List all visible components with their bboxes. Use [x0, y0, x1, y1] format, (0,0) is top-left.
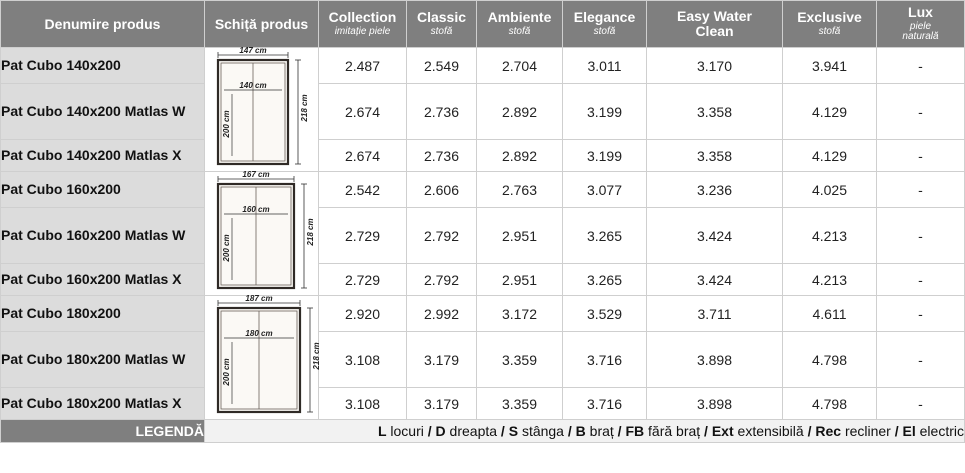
price-lux: - [877, 48, 965, 84]
legend-separator: / [563, 423, 576, 439]
price-exclusive: 4.798 [783, 388, 877, 420]
dimension-label-top: 167 cm [241, 170, 270, 179]
legend-label: LEGENDĂ [1, 420, 205, 443]
price-elegance: 3.265 [563, 264, 647, 296]
legend-separator: / [613, 423, 626, 439]
header-easy-water-clean-name: Easy Water Clean [677, 8, 752, 39]
legend-code: B [575, 423, 586, 439]
product-sketch [205, 172, 319, 296]
legend-desc: locuri [390, 423, 424, 439]
price-collection: 2.729 [319, 208, 407, 264]
legend-code: L [377, 423, 387, 439]
header-easy-water-clean [647, 1, 783, 48]
price-exclusive: 4.025 [783, 172, 877, 208]
product-name: Pat Cubo 160x200 [1, 172, 205, 208]
header-collection-name: Collection [328, 9, 397, 26]
legend-separator: / [497, 423, 509, 439]
legend-desc: fără braț [648, 423, 701, 439]
price-collection: 2.674 [319, 140, 407, 172]
price-elegance: 3.199 [563, 140, 647, 172]
table-row [1, 48, 965, 84]
price-ambiente: 2.704 [477, 48, 563, 84]
legend-code: D [435, 423, 446, 439]
bed-sketch [210, 172, 314, 290]
product-name: Pat Cubo 140x200 Matlas X [1, 140, 205, 172]
product-name: Pat Cubo 160x200 Matlas W [1, 208, 205, 264]
price-classic: 2.606 [407, 172, 477, 208]
header-classic-name: Classic [416, 9, 467, 26]
bed-sketch [210, 48, 314, 166]
table-row [1, 264, 965, 296]
legend-desc: electric [919, 423, 964, 439]
header-collection-sub: imitație piele [334, 26, 391, 38]
header-exclusive-sub: stofă [818, 26, 841, 38]
header-classic [407, 1, 477, 48]
dimension-label-depth: 200 cm [221, 110, 231, 138]
price-lux: - [877, 264, 965, 296]
legend-desc: dreapta [449, 423, 498, 439]
price-collection: 2.487 [319, 48, 407, 84]
header-ambiente-name: Ambiente [487, 9, 552, 26]
price-ambiente: 2.892 [477, 84, 563, 140]
price-easy-water-clean: 3.170 [647, 48, 783, 84]
price-ambiente: 2.951 [477, 208, 563, 264]
legend-row [1, 420, 965, 443]
price-classic: 2.792 [407, 264, 477, 296]
price-elegance: 3.716 [563, 332, 647, 388]
price-classic: 3.179 [407, 332, 477, 388]
table-row [1, 208, 965, 264]
price-lux: - [877, 140, 965, 172]
legend-code: El [902, 423, 916, 439]
price-lux: - [877, 296, 965, 332]
price-elegance: 3.265 [563, 208, 647, 264]
price-lux: - [877, 84, 965, 140]
price-exclusive: 4.129 [783, 140, 877, 172]
price-elegance: 3.716 [563, 388, 647, 420]
price-ambiente: 3.359 [477, 332, 563, 388]
header-lux-sub: piele naturală [902, 20, 939, 43]
dimension-label-inner: 180 cm [244, 329, 273, 338]
table-row [1, 332, 965, 388]
header-elegance-sub: stofă [593, 26, 616, 38]
price-exclusive: 4.798 [783, 332, 877, 388]
price-exclusive: 4.213 [783, 208, 877, 264]
legend-desc: stânga [521, 423, 564, 439]
header-lux-name: Lux [908, 4, 933, 21]
legend-desc: extensibilă [737, 423, 804, 439]
price-lux: - [877, 388, 965, 420]
header-product-name: Denumire produs [1, 1, 205, 48]
legend-separator: / [803, 423, 816, 439]
legend-desc: recliner [844, 423, 891, 439]
price-easy-water-clean: 3.898 [647, 332, 783, 388]
header-elegance-name: Elegance [573, 9, 636, 26]
dimension-label-top: 187 cm [244, 294, 273, 303]
price-easy-water-clean: 3.236 [647, 172, 783, 208]
product-sketch [205, 48, 319, 172]
price-ambiente: 2.951 [477, 264, 563, 296]
price-elegance: 3.077 [563, 172, 647, 208]
product-name: Pat Cubo 140x200 Matlas W [1, 84, 205, 140]
dimension-label-depth: 200 cm [221, 234, 231, 262]
dimension-label-height: 218 cm [311, 342, 321, 370]
table-row [1, 172, 965, 208]
price-classic: 2.736 [407, 140, 477, 172]
price-easy-water-clean: 3.424 [647, 264, 783, 296]
product-name: Pat Cubo 160x200 Matlas X [1, 264, 205, 296]
legend-text [205, 420, 965, 443]
price-exclusive: 3.941 [783, 48, 877, 84]
legend-separator: / [700, 423, 712, 439]
price-ambiente: 2.892 [477, 140, 563, 172]
dimension-label-depth: 200 cm [221, 358, 231, 386]
header-exclusive [783, 1, 877, 48]
price-easy-water-clean: 3.711 [647, 296, 783, 332]
product-name: Pat Cubo 140x200 [1, 48, 205, 84]
price-exclusive: 4.213 [783, 264, 877, 296]
price-easy-water-clean: 3.898 [647, 388, 783, 420]
table-row [1, 388, 965, 420]
product-name: Pat Cubo 180x200 Matlas X [1, 388, 205, 420]
price-easy-water-clean: 3.358 [647, 84, 783, 140]
dimension-label-height: 218 cm [299, 94, 309, 122]
price-collection: 2.920 [319, 296, 407, 332]
legend-separator: / [890, 423, 903, 439]
dimension-label-height: 218 cm [305, 218, 315, 246]
price-exclusive: 4.611 [783, 296, 877, 332]
table-row [1, 140, 965, 172]
header-classic-sub: stofă [430, 26, 453, 38]
product-sketch [205, 296, 319, 420]
bed-sketch [210, 294, 321, 414]
dimension-label-inner: 140 cm [238, 81, 267, 90]
price-elegance: 3.199 [563, 84, 647, 140]
price-lux: - [877, 208, 965, 264]
price-classic: 2.792 [407, 208, 477, 264]
table-row [1, 84, 965, 140]
price-collection: 2.674 [319, 84, 407, 140]
price-elegance: 3.529 [563, 296, 647, 332]
header-ambiente-sub: stofă [508, 26, 531, 38]
header-lux [877, 1, 965, 48]
price-classic: 2.736 [407, 84, 477, 140]
price-collection: 2.542 [319, 172, 407, 208]
price-collection: 3.108 [319, 388, 407, 420]
header-product-sketch: Schiță produs [205, 1, 319, 48]
price-ambiente: 3.359 [477, 388, 563, 420]
price-collection: 2.729 [319, 264, 407, 296]
legend-code: Ext [711, 423, 734, 439]
price-ambiente: 3.172 [477, 296, 563, 332]
legend-separator: / [423, 423, 436, 439]
price-elegance: 3.011 [563, 48, 647, 84]
dimension-label-inner: 160 cm [241, 205, 270, 214]
price-lux: - [877, 172, 965, 208]
header-collection [319, 1, 407, 48]
price-ambiente: 2.763 [477, 172, 563, 208]
price-classic: 2.992 [407, 296, 477, 332]
price-classic: 3.179 [407, 388, 477, 420]
legend-code: S [508, 423, 519, 439]
price-easy-water-clean: 3.424 [647, 208, 783, 264]
dimension-label-top: 147 cm [238, 46, 267, 55]
table-row [1, 296, 965, 332]
header-row [1, 1, 965, 48]
legend-code: FB [625, 423, 645, 439]
legend-code: Rec [815, 423, 842, 439]
price-exclusive: 4.129 [783, 84, 877, 140]
legend-desc: braț [589, 423, 614, 439]
price-easy-water-clean: 3.358 [647, 140, 783, 172]
header-ambiente [477, 1, 563, 48]
header-exclusive-name: Exclusive [797, 9, 862, 26]
product-name: Pat Cubo 180x200 Matlas W [1, 332, 205, 388]
price-collection: 3.108 [319, 332, 407, 388]
product-name: Pat Cubo 180x200 [1, 296, 205, 332]
price-lux: - [877, 332, 965, 388]
header-elegance [563, 1, 647, 48]
price-classic: 2.549 [407, 48, 477, 84]
